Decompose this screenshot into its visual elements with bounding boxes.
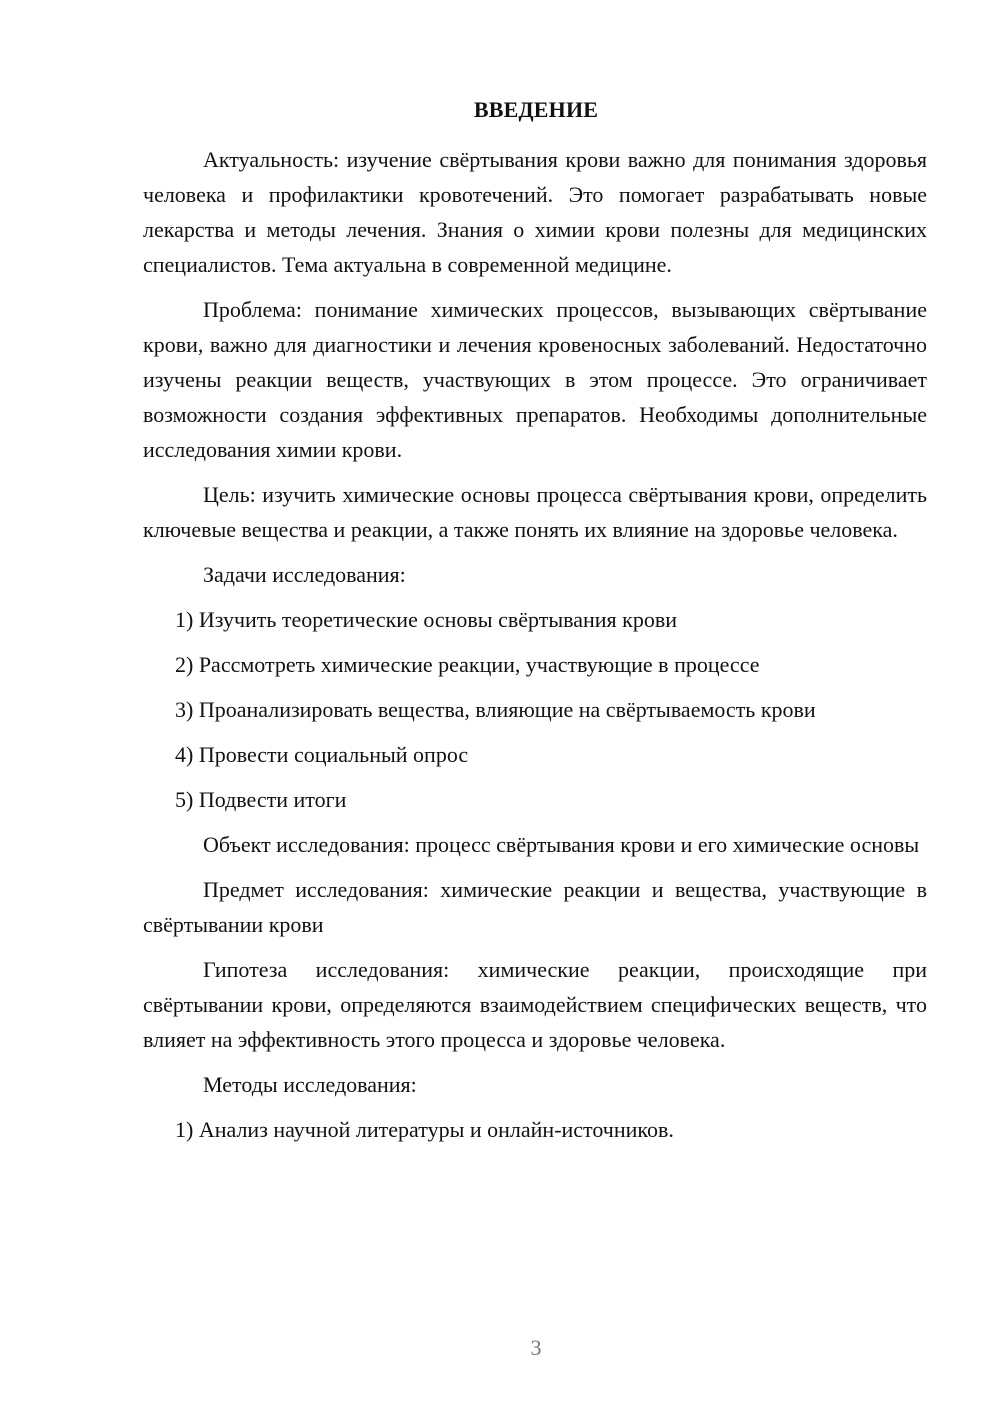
list-item-task-1: 1) Изучить теоретические основы свёртывания крови — [175, 607, 677, 632]
paragraph-problem: Проблема: понимание химических процессов, вызывающих свёртывание крови, важно для диагностики и лечения кровеносных заболеваний. Недостаточно изучены реакции веществ, участвующих в этом процессе. Это ограничивает возможности создания эффективных препаратов. Необходимы дополнительные исследования химии крови. — [143, 297, 927, 462]
list-item-task-2: 2) Рассмотреть химические реакции, участвующие в процессе — [175, 652, 760, 677]
paragraph-relevance: Актуальность: изучение свёртывания крови важно для понимания здоровья человека и профилактики кровотечений. Это помогает разрабатывать новые лекарства и методы лечения. Знания о химии крови полезны для медицинских специалистов. Тема актуальна в современной медицине. — [143, 147, 927, 277]
paragraph-methods-intro: Методы исследования: — [203, 1072, 417, 1097]
list-item-task-3: 3) Проанализировать вещества, влияющие на свёртываемость крови — [175, 697, 816, 722]
list-item-task-4: 4) Провести социальный опрос — [175, 742, 469, 767]
list-item-method-1: 1) Анализ научной литературы и онлайн-источников. — [175, 1117, 674, 1142]
page-title: ВВЕДЕНИЕ — [473, 97, 599, 122]
paragraph-tasks-intro: Задачи исследования: — [203, 562, 406, 587]
document-body — [143, 142, 927, 1157]
list-item-task-5: 5) Подвести итоги — [175, 787, 347, 812]
paragraph-hypothesis: Гипотеза исследования: химические реакции, происходящие при свёртывании крови, определяются взаимодействием специфических веществ, что влияет на эффективность этого процесса и здоровье человека. — [143, 957, 927, 1052]
paragraph-object: Объект исследования: процесс свёртывания крови и его химические основы — [203, 832, 920, 857]
paragraph-subject: Предмет исследования: химические реакции и вещества, участвующие в свёртывании крови — [143, 877, 927, 937]
paragraph-goal: Цель: изучить химические основы процесса свёртывания крови, определить ключевые вещества и реакции, а также понять их влияние на здоровье человека. — [143, 482, 927, 542]
page-number: 3 — [530, 1335, 542, 1360]
